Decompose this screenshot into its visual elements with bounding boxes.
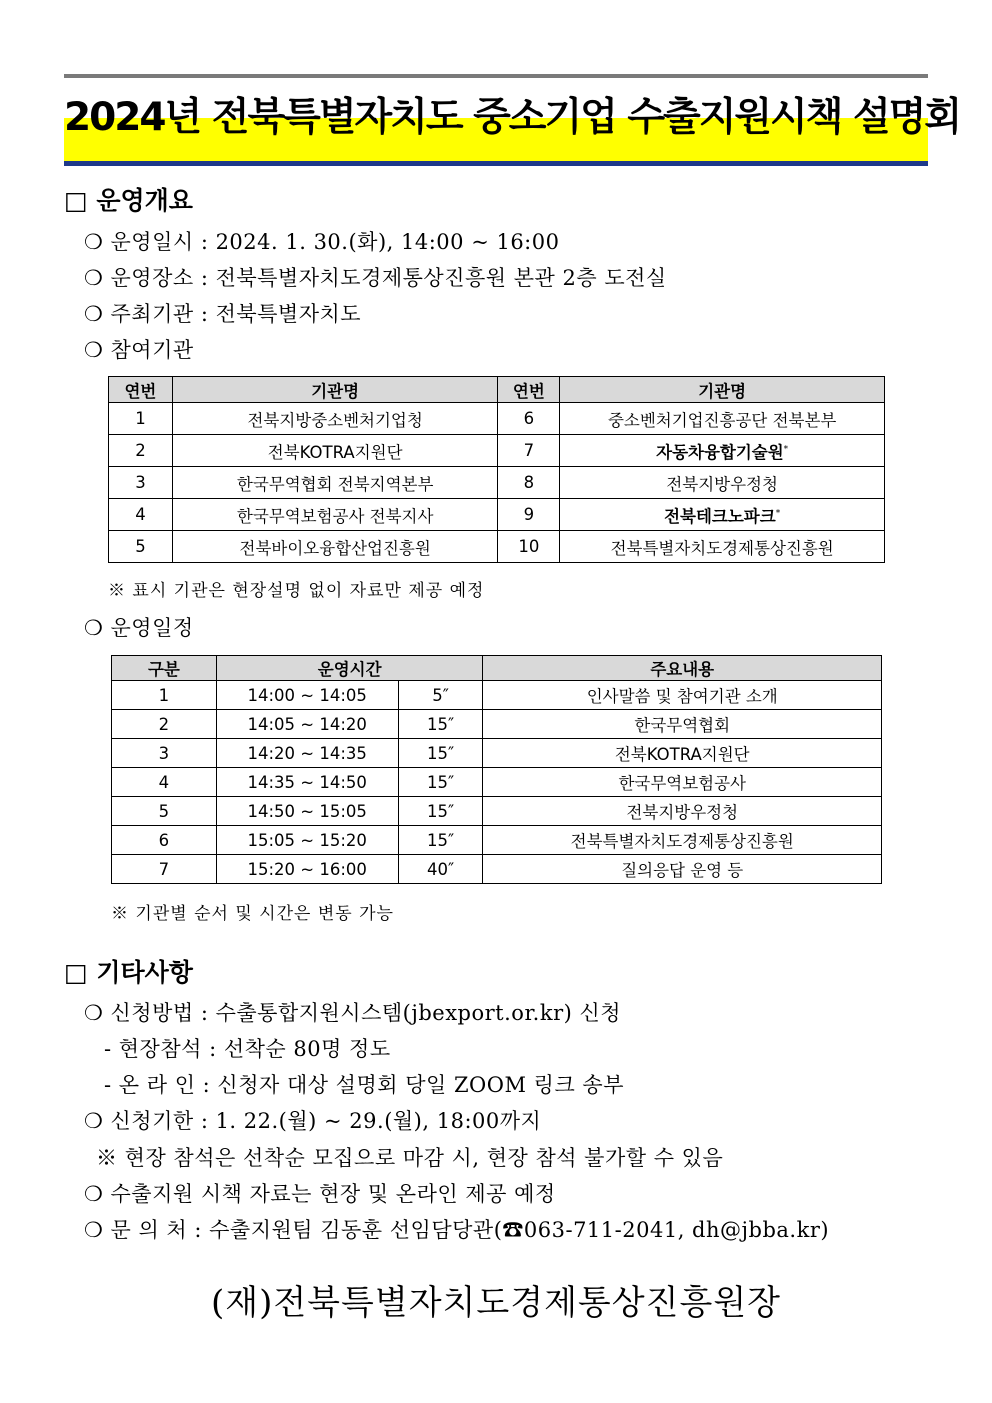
time-range: 14:35 ~ 14:50 [216,768,398,797]
schedule-table [111,655,882,884]
time-range: 14:20 ~ 14:35 [216,739,398,768]
content: 한국무역보험공사 [483,768,882,797]
row-number: 10 [498,531,560,563]
row-number: 9 [498,499,560,531]
duration: 15″ [398,826,483,855]
time-range: 14:05 ~ 14:20 [216,710,398,739]
time-range: 14:00 ~ 14:05 [216,681,398,710]
contact-info: ❍ 문 의 처 : 수출지원팀 김동훈 선임담당관(☎063-711-2041, dh@jbba.kr) [84,1218,830,1242]
row-number: 1 [112,681,217,710]
online-info: - 온 라 인 : 신청자 대상 설명회 당일 ZOOM 링크 송부 [104,1073,624,1097]
duration: 15″ [398,768,483,797]
apply-period: ❍ 신청기한 : 1. 22.(월) ~ 29.(월), 18:00까지 [84,1109,542,1133]
duration: 15″ [398,710,483,739]
star-mark: * [783,444,789,454]
event-host: ❍ 주최기관 : 전북특별자치도 [84,302,362,326]
materials-info: ❍ 수출지원 시책 자료는 현장 및 온라인 제공 예정 [84,1182,556,1206]
table-row [112,768,882,797]
table-row [109,499,885,531]
row-number: 5 [109,531,173,563]
content: 전북지방우정청 [483,797,882,826]
time-range: 14:50 ~ 15:05 [216,797,398,826]
agency-name-starred [560,499,885,531]
agency-name-starred [560,435,885,467]
content: 질의응답 운영 등 [483,855,882,884]
issuer-signature: (재)전북특별자치도경제통상진흥원장 [210,1283,782,1323]
row-number: 3 [109,467,173,499]
content: 한국무역협회 [483,710,882,739]
row-number: 1 [109,403,173,435]
table-row [112,826,882,855]
col-header: 주요내용 [483,656,882,681]
agencies-note: ※ 표시 기관은 현장설명 없이 자료만 제공 예정 [108,581,485,601]
period-note: ※ 현장 참석은 선착순 모집으로 마감 시, 현장 참석 불가할 수 있음 [96,1146,724,1170]
agencies-table [108,376,885,563]
schedule-label: ❍ 운영일정 [84,616,194,640]
table-row [109,531,885,563]
agency-name: 전북지방중소벤처기업청 [172,403,498,435]
content: 전북KOTRA지원단 [483,739,882,768]
row-number: 4 [109,499,173,531]
content: 전북특별자치도경제통상진흥원 [483,826,882,855]
agencies-header-row [109,377,885,403]
table-row [109,403,885,435]
table-row [112,855,882,884]
page-title: 2024년 전북특별자치도 중소기업 수출지원시책 설명회 [64,95,961,140]
col-header: 연번 [109,377,173,403]
table-row [112,797,882,826]
row-number: 3 [112,739,217,768]
row-number: 6 [498,403,560,435]
agency-name: 전북특별자치도경제통상진흥원 [560,531,885,563]
table-row [109,435,885,467]
content: 인사말씀 및 참여기관 소개 [483,681,882,710]
duration: 5″ [398,681,483,710]
row-number: 6 [112,826,217,855]
section-heading-overview: □ 운영개요 [64,186,193,215]
col-header: 기관명 [172,377,498,403]
col-header: 기관명 [560,377,885,403]
row-number: 8 [498,467,560,499]
schedule-header-row [112,656,882,681]
col-header: 구분 [112,656,217,681]
duration: 40″ [398,855,483,884]
section-heading-misc: □ 기타사항 [64,958,193,987]
agency-name: 한국무역보험공사 전북지사 [172,499,498,531]
time-range: 15:20 ~ 16:00 [216,855,398,884]
row-number: 2 [112,710,217,739]
agency-name: 전북테크노파크 [664,506,776,526]
agency-name: 중소벤처기업진흥공단 전북본부 [560,403,885,435]
title-underline [64,161,928,166]
col-header: 운영시간 [216,656,483,681]
table-row [112,710,882,739]
row-number: 5 [112,797,217,826]
table-row [112,681,882,710]
time-range: 15:05 ~ 15:20 [216,826,398,855]
event-place: ❍ 운영장소 : 전북특별자치도경제통상진흥원 본관 2층 도전실 [84,266,667,290]
event-date: ❍ 운영일시 : 2024. 1. 30.(화), 14:00 ~ 16:00 [84,230,560,254]
top-rule [64,74,928,78]
participants-label: ❍ 참여기관 [84,338,194,362]
star-mark: * [775,508,781,518]
row-number: 7 [112,855,217,884]
agency-name: 전북KOTRA지원단 [172,435,498,467]
table-row [112,739,882,768]
apply-method: ❍ 신청방법 : 수출통합지원시스템(jbexport.or.kr) 신청 [84,1001,622,1025]
row-number: 7 [498,435,560,467]
col-header: 연번 [498,377,560,403]
agency-name: 자동차융합기술원 [656,442,784,462]
table-row [109,467,885,499]
onsite-info: - 현장참석 : 선착순 80명 정도 [104,1037,391,1061]
row-number: 2 [109,435,173,467]
agency-name: 전북바이오융합산업진흥원 [172,531,498,563]
duration: 15″ [398,739,483,768]
schedule-note: ※ 기관별 순서 및 시간은 변동 가능 [111,904,394,924]
row-number: 4 [112,768,217,797]
agency-name: 한국무역협회 전북지역본부 [172,467,498,499]
agency-name: 전북지방우정청 [560,467,885,499]
duration: 15″ [398,797,483,826]
